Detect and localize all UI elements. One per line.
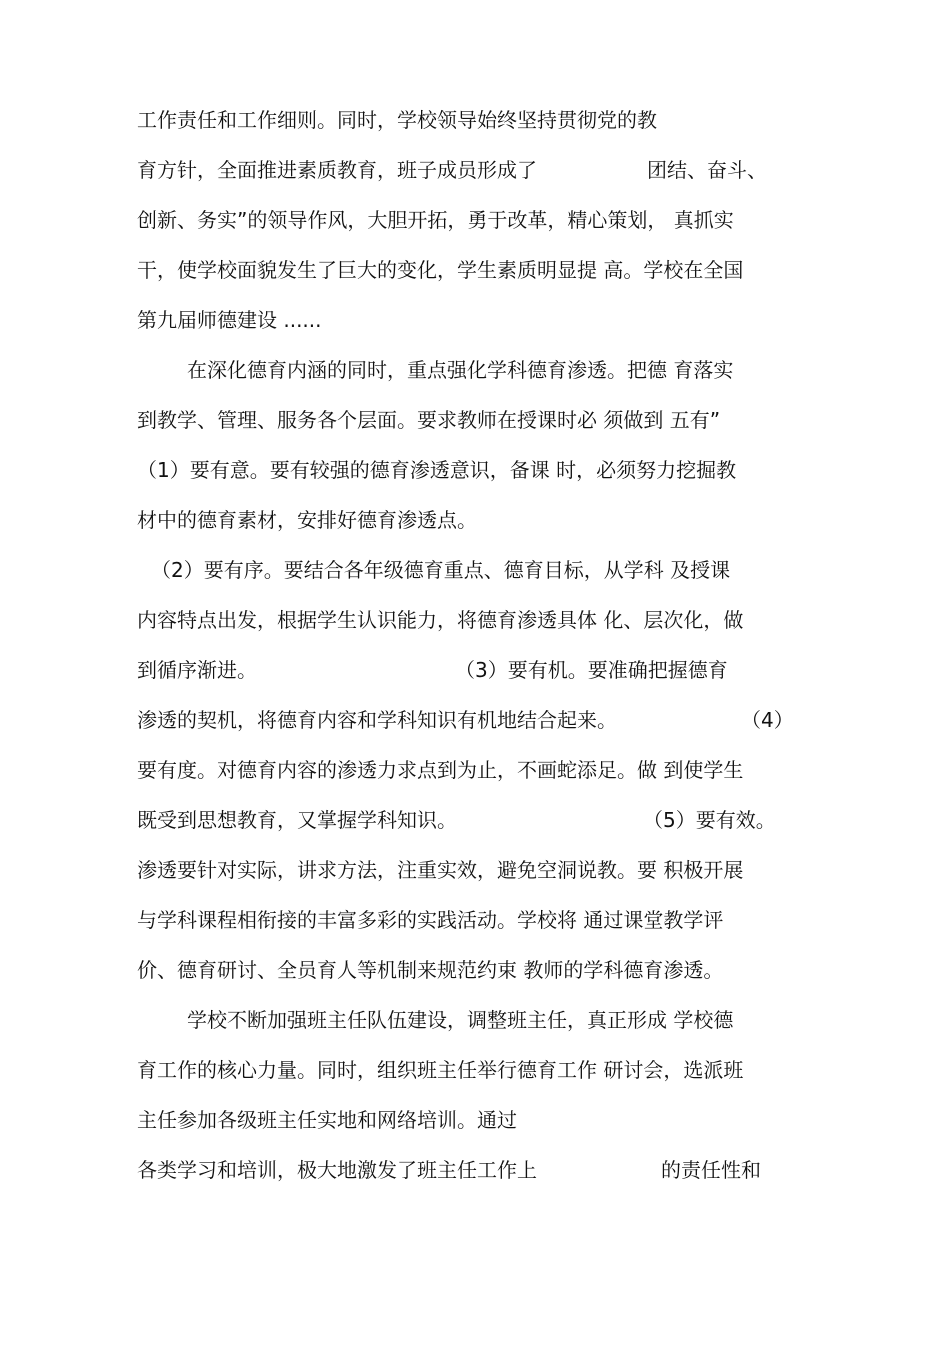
text-segment: 育工作的核心力量。同时，组织班主任举行德育工作 研讨会，选派班 [137, 1058, 744, 1082]
text-segment: 学校不断加强班主任队伍建设，调整班主任，真正形成 学校德 [187, 1008, 734, 1032]
text-segment: 材中的德育素材，安排好德育渗透点。 [137, 508, 477, 532]
text-segment: 渗透要针对实际，讲求方法，注重实效，避免空洞说教。要 积极开展 [137, 858, 744, 882]
text-segment: 要有度。对德育内容的渗透力求点到为止，不画蛇添足。做 到使学生 [137, 758, 744, 782]
text-segment: 干，使学校面貌发生了巨大的变化，学生素质明显提 高。学校在全国 [137, 258, 744, 282]
text-segment: 各类学习和培训，极大地激发了班主任工作上 [137, 1158, 537, 1182]
text-segment: 第九届师德建设 ...... [137, 308, 322, 332]
text-segment: 创新、务实”的领导作风，大胆开拓，勇于改革，精心策划， 真抓实 [137, 208, 734, 232]
text-segment: 内容特点出发，根据学生认识能力，将德育渗透具体 化、层次化，做 [137, 608, 744, 632]
text-segment: 到教学、管理、服务各个层面。要求教师在授课时必 须做到 五有” [137, 408, 721, 432]
text-segment: 在深化德育内涵的同时，重点强化学科德育渗透。把德 育落实 [187, 358, 734, 382]
text-segment: （5）要有效。 [643, 808, 776, 832]
text-segment: 工作责任和工作细则。同时，学校领导始终坚持贯彻党的教 [137, 108, 657, 132]
text-segment: 育方针，全面推进素质教育，班子成员形成了 [137, 158, 537, 182]
text-segment: 既受到思想教育，又掌握学科知识。 [137, 808, 457, 832]
text-segment: （2）要有序。要结合各年级德育重点、德育目标，从学科 及授课 [151, 558, 731, 582]
text-segment: 与学科课程相衔接的丰富多彩的实践活动。学校将 通过课堂教学评 [137, 908, 724, 932]
text-segment: 到循序渐进。 [137, 658, 257, 682]
text-segment: （1）要有意。要有较强的德育渗透意识，备课 时，必须努力挖掘教 [137, 458, 737, 482]
text-segment: 的责任性和 [661, 1158, 761, 1182]
text-segment: （4） [741, 708, 794, 732]
text-segment: 团结、奋斗、 [647, 158, 767, 182]
text-segment: 价、德育研讨、全员育人等机制来规范约束 教师的学科德育渗透。 [137, 958, 724, 982]
text-segment: 主任参加各级班主任实地和网络培训。通过 [137, 1108, 517, 1132]
text-segment: 渗透的契机，将德育内容和学科知识有机地结合起来。 [137, 708, 617, 732]
text-segment: （3）要有机。要准确把握德育 [455, 658, 728, 682]
